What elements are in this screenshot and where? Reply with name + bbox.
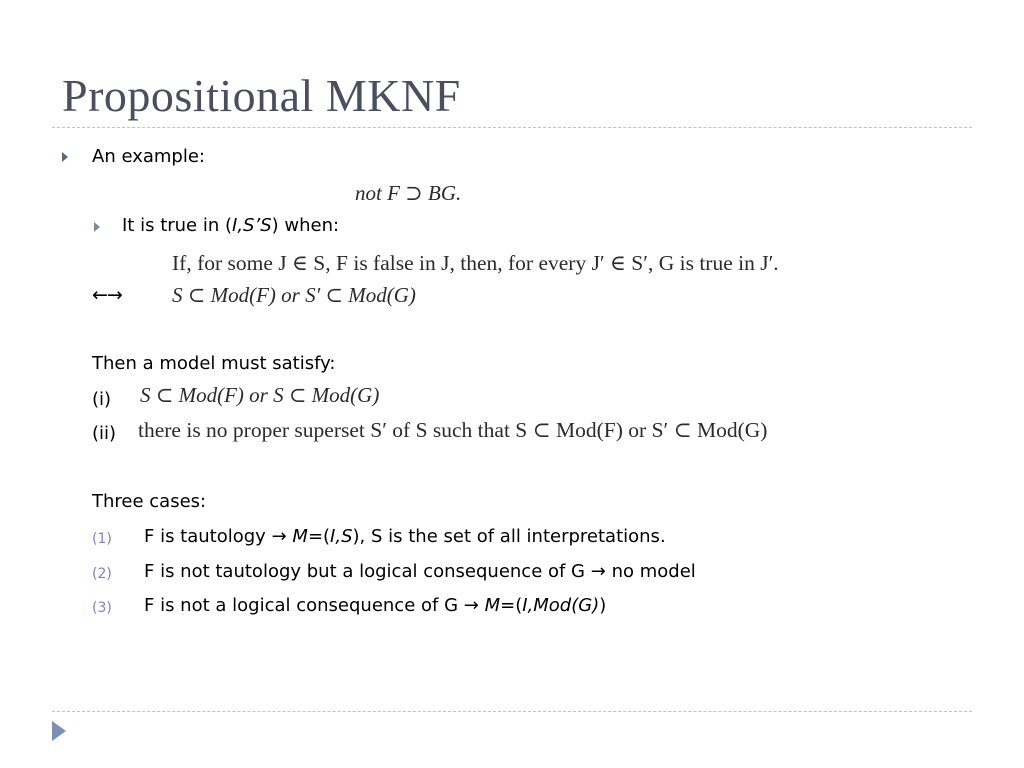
case-3-number: (3) <box>92 600 112 616</box>
case-1-number: (1) <box>92 531 112 547</box>
right-arrow-icon: → <box>271 526 287 547</box>
condition-formula: If, for some J ∈ S, F is false in J, then, for every J′ ∈ S′, G is true in J′. <box>172 251 779 275</box>
true-in-line <box>122 214 339 238</box>
case-2-number: (2) <box>92 566 112 582</box>
page-title: Propositional MKNF <box>62 70 461 121</box>
equivalence-formula: S ⊂ Mod(F) or S′ ⊂ Mod(G) <box>172 283 416 307</box>
model-intro: Then a model must satisfy: <box>92 353 336 374</box>
right-arrow-icon: → <box>590 561 606 582</box>
condition-ii-formula: there is no proper superset S′ of S such that S ⊂ Mod(F) or S′ ⊂ Mod(G) <box>138 418 768 442</box>
example-label: An example: <box>92 146 205 167</box>
condition-i-label: (i) <box>92 389 112 410</box>
case-3-text: F is not a logical consequence of G → M=(I,Mod(G)) <box>144 595 607 616</box>
right-arrow-icon: → <box>463 595 479 616</box>
condition-i-formula: S ⊂ Mod(F) or S ⊂ Mod(G) <box>140 383 380 407</box>
cases-intro: Three cases: <box>92 491 207 512</box>
true-in-pair: I,S’S <box>232 215 272 236</box>
title-divider <box>52 127 972 128</box>
true-in-prefix: It is true in ( <box>122 215 233 236</box>
case-1-text: F is tautology → M=(I,S), S is the set of all interpretations. <box>144 526 666 547</box>
true-in-suffix: ) when: <box>271 215 340 236</box>
case-2-text: F is not tautology but a logical consequence of G → no model <box>144 561 696 582</box>
example-formula: not F ⊃ BG. <box>355 181 462 205</box>
triangle-bullet-icon <box>94 222 100 232</box>
next-slide-icon[interactable] <box>52 721 66 741</box>
footer-divider <box>52 711 972 712</box>
triangle-bullet-icon <box>62 152 68 162</box>
condition-ii-label: (ii) <box>92 423 117 444</box>
equivalence-arrow-icon: ←→ <box>92 284 122 306</box>
